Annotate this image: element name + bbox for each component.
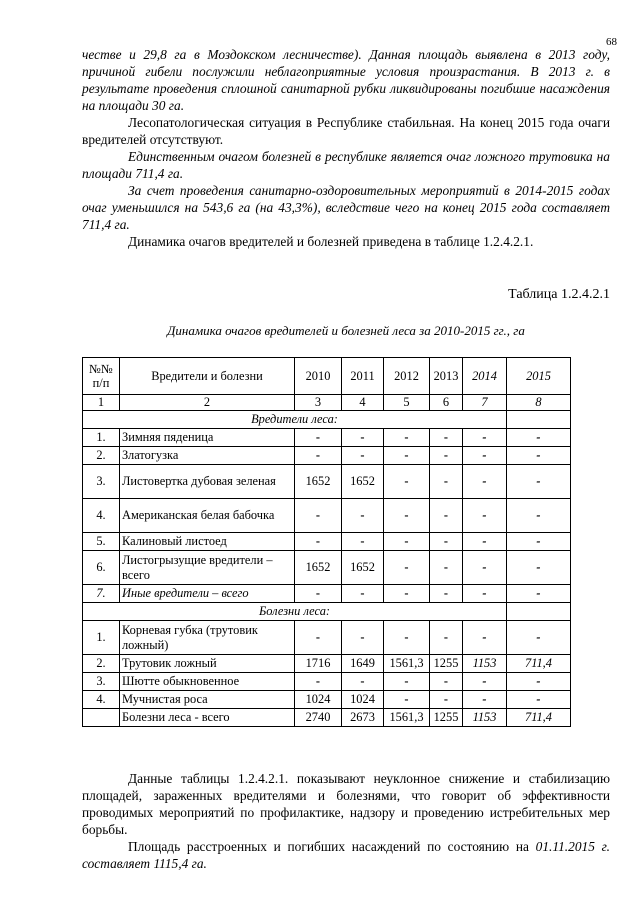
value-cell: -: [463, 551, 507, 585]
value-cell: -: [507, 533, 571, 551]
value-cell: -: [295, 585, 342, 603]
value-cell: -: [430, 533, 463, 551]
value-cell: -: [463, 691, 507, 709]
top-text-block: [82, 46, 610, 250]
row-name: Корневая губка (трутовик ложный): [120, 621, 295, 655]
table-row: [83, 447, 571, 465]
column-number-cell: 3: [295, 395, 342, 411]
table-row: [83, 465, 571, 499]
row-name: Трутовик ложный: [120, 655, 295, 673]
row-name: Зимняя пяденица: [120, 429, 295, 447]
row-name: Американская белая бабочка: [120, 499, 295, 533]
value-cell: -: [342, 429, 384, 447]
table-row: [83, 621, 571, 655]
value-cell: -: [430, 673, 463, 691]
section-empty-cell: [507, 411, 571, 429]
value-cell: 2673: [342, 709, 384, 727]
value-cell: -: [507, 429, 571, 447]
value-cell: -: [430, 585, 463, 603]
value-cell: -: [384, 447, 430, 465]
table-caption: Таблица 1.2.4.2.1: [508, 287, 610, 302]
value-cell: 1024: [295, 691, 342, 709]
value-cell: -: [463, 429, 507, 447]
value-cell: 2740: [295, 709, 342, 727]
value-cell: 1255: [430, 709, 463, 727]
header-cell: 2015: [507, 358, 571, 395]
row-number: 1.: [83, 621, 120, 655]
row-name: Болезни леса - всего: [120, 709, 295, 727]
table-row: [83, 533, 571, 551]
value-cell: 1652: [295, 551, 342, 585]
value-cell: -: [295, 499, 342, 533]
value-cell: -: [384, 551, 430, 585]
value-cell: -: [463, 621, 507, 655]
value-cell: -: [507, 673, 571, 691]
value-cell: -: [295, 447, 342, 465]
value-cell: -: [295, 429, 342, 447]
table-total-row: [83, 709, 571, 727]
table-row: [83, 691, 571, 709]
row-number: 7.: [83, 585, 120, 603]
paragraph-conclusion: Данные таблицы 1.2.4.2.1. показывают неуклонное снижение и стабилизацию площадей, зараженных вредителями и болезнями, что говорит об эффективности проводимых мероприятий по профилактике, надзору и проведению истребительных мер борьбы.: [82, 771, 610, 837]
table-title: Динамика очагов вредителей и болезней леса за 2010-2015 гг., га: [167, 323, 525, 338]
value-cell: -: [430, 499, 463, 533]
paragraph-disease-focus: Единственным очагом болезней в республике является очаг ложного трутовика на площади 711,4 га.: [82, 149, 610, 181]
value-cell: 1561,3: [384, 655, 430, 673]
table-header-row: [83, 358, 571, 395]
row-name: Шютте обыкновенное: [120, 673, 295, 691]
value-cell: 1716: [295, 655, 342, 673]
bottom-text-block: [82, 770, 610, 872]
row-number: 3.: [83, 673, 120, 691]
value-cell: -: [507, 551, 571, 585]
row-name: Листовертка дубовая зеленая: [120, 465, 295, 499]
value-cell: -: [384, 621, 430, 655]
value-cell: -: [384, 499, 430, 533]
column-number-cell: 6: [430, 395, 463, 411]
value-cell: -: [384, 429, 430, 447]
table-row: [83, 551, 571, 585]
value-cell: -: [507, 621, 571, 655]
value-cell: -: [384, 465, 430, 499]
value-cell: -: [463, 585, 507, 603]
header-cell: №№ п/п: [83, 358, 120, 395]
column-number-cell: 7: [463, 395, 507, 411]
row-name: Иные вредители – всего: [120, 585, 295, 603]
value-cell: 1561,3: [384, 709, 430, 727]
table-column-numbers-row: [83, 395, 571, 411]
value-cell: -: [507, 499, 571, 533]
value-cell: -: [507, 465, 571, 499]
value-cell: -: [507, 447, 571, 465]
value-cell: -: [295, 621, 342, 655]
value-cell: 711,4: [507, 655, 571, 673]
value-cell: -: [384, 585, 430, 603]
page-number: 68: [606, 36, 617, 48]
row-name: Калиновый листоед: [120, 533, 295, 551]
value-cell: 1652: [342, 551, 384, 585]
value-cell: -: [430, 621, 463, 655]
table-row: [83, 499, 571, 533]
section-diseases-row: [83, 603, 571, 621]
column-number-cell: 5: [384, 395, 430, 411]
value-cell: -: [463, 447, 507, 465]
column-number-cell: 4: [342, 395, 384, 411]
value-cell: -: [342, 585, 384, 603]
value-cell: -: [342, 499, 384, 533]
value-cell: -: [295, 533, 342, 551]
row-number: 3.: [83, 465, 120, 499]
value-cell: 1153: [463, 655, 507, 673]
row-number: 2.: [83, 655, 120, 673]
value-cell: 1255: [430, 655, 463, 673]
header-cell: 2013: [430, 358, 463, 395]
value-cell: 1652: [342, 465, 384, 499]
value-cell: 1153: [463, 709, 507, 727]
row-number: 2.: [83, 447, 120, 465]
table-row: [83, 585, 571, 603]
paragraph-situation: Лесопатологическая ситуация в Республике стабильная. На конец 2015 года очаги вредителей отсутствуют.: [82, 115, 610, 147]
value-cell: -: [342, 673, 384, 691]
value-cell: -: [463, 499, 507, 533]
header-cell: 2014: [463, 358, 507, 395]
value-cell: -: [430, 465, 463, 499]
value-cell: -: [463, 673, 507, 691]
value-cell: -: [430, 551, 463, 585]
row-number: 4.: [83, 691, 120, 709]
section-empty-cell: [507, 603, 571, 621]
value-cell: 1652: [295, 465, 342, 499]
value-cell: -: [342, 621, 384, 655]
value-cell: -: [384, 691, 430, 709]
row-number: [83, 709, 120, 727]
paragraph-damaged-area: Площадь расстроенных и погибших насаждений по состоянию на 01.11.2015 г. составляет 1115,4 га.: [82, 839, 610, 871]
value-cell: -: [463, 465, 507, 499]
section-label: Вредители леса:: [83, 411, 507, 429]
row-name: Мучнистая роса: [120, 691, 295, 709]
value-cell: -: [430, 429, 463, 447]
value-cell: -: [507, 691, 571, 709]
row-number: 5.: [83, 533, 120, 551]
row-name: Листогрызущие вредители – всего: [120, 551, 295, 585]
header-cell: 2012: [384, 358, 430, 395]
header-cell: 2010: [295, 358, 342, 395]
value-cell: -: [384, 533, 430, 551]
table-row: [83, 673, 571, 691]
section-label: Болезни леса:: [83, 603, 507, 621]
paragraph-table-reference: Динамика очагов вредителей и болезней приведена в таблице 1.2.4.2.1.: [128, 234, 534, 249]
column-number-cell: 1: [83, 395, 120, 411]
value-cell: -: [295, 673, 342, 691]
paragraph-pest-area: честве и 29,8 га в Моздокском лесничестве). Данная площадь выявлена в 2013 году, причиной гибели послужили неблагоприятные условия произрастания. В 2013 г. в результате проведения сплошной санитарной рубки ликвидированы погибшие насаждения на площади 30 га.: [82, 47, 610, 113]
row-name: Златогузка: [120, 447, 295, 465]
row-number: 1.: [83, 429, 120, 447]
value-cell: 1024: [342, 691, 384, 709]
pests-diseases-table: [82, 357, 571, 727]
value-cell: -: [384, 673, 430, 691]
value-cell: -: [430, 447, 463, 465]
value-cell: 711,4: [507, 709, 571, 727]
header-cell: Вредители и болезни: [120, 358, 295, 395]
row-number: 6.: [83, 551, 120, 585]
value-cell: 1649: [342, 655, 384, 673]
table-row: [83, 655, 571, 673]
value-cell: -: [507, 585, 571, 603]
value-cell: -: [342, 533, 384, 551]
header-cell: 2011: [342, 358, 384, 395]
value-cell: -: [463, 533, 507, 551]
table-row: [83, 429, 571, 447]
value-cell: -: [342, 447, 384, 465]
column-number-cell: 8: [507, 395, 571, 411]
column-number-cell: 2: [120, 395, 295, 411]
row-number: 4.: [83, 499, 120, 533]
paragraph-sanitation: За счет проведения санитарно-оздоровительных мероприятий в 2014-2015 годах очаг уменьшился на 543,6 га (на 43,3%), вследствие чего на конец 2015 года составляет 711,4 га.: [82, 183, 610, 232]
value-cell: -: [430, 691, 463, 709]
damaged-area-italic: 01.11.2015 г. составляет 1115,4 га.: [82, 839, 610, 871]
section-pests-row: [83, 411, 571, 429]
